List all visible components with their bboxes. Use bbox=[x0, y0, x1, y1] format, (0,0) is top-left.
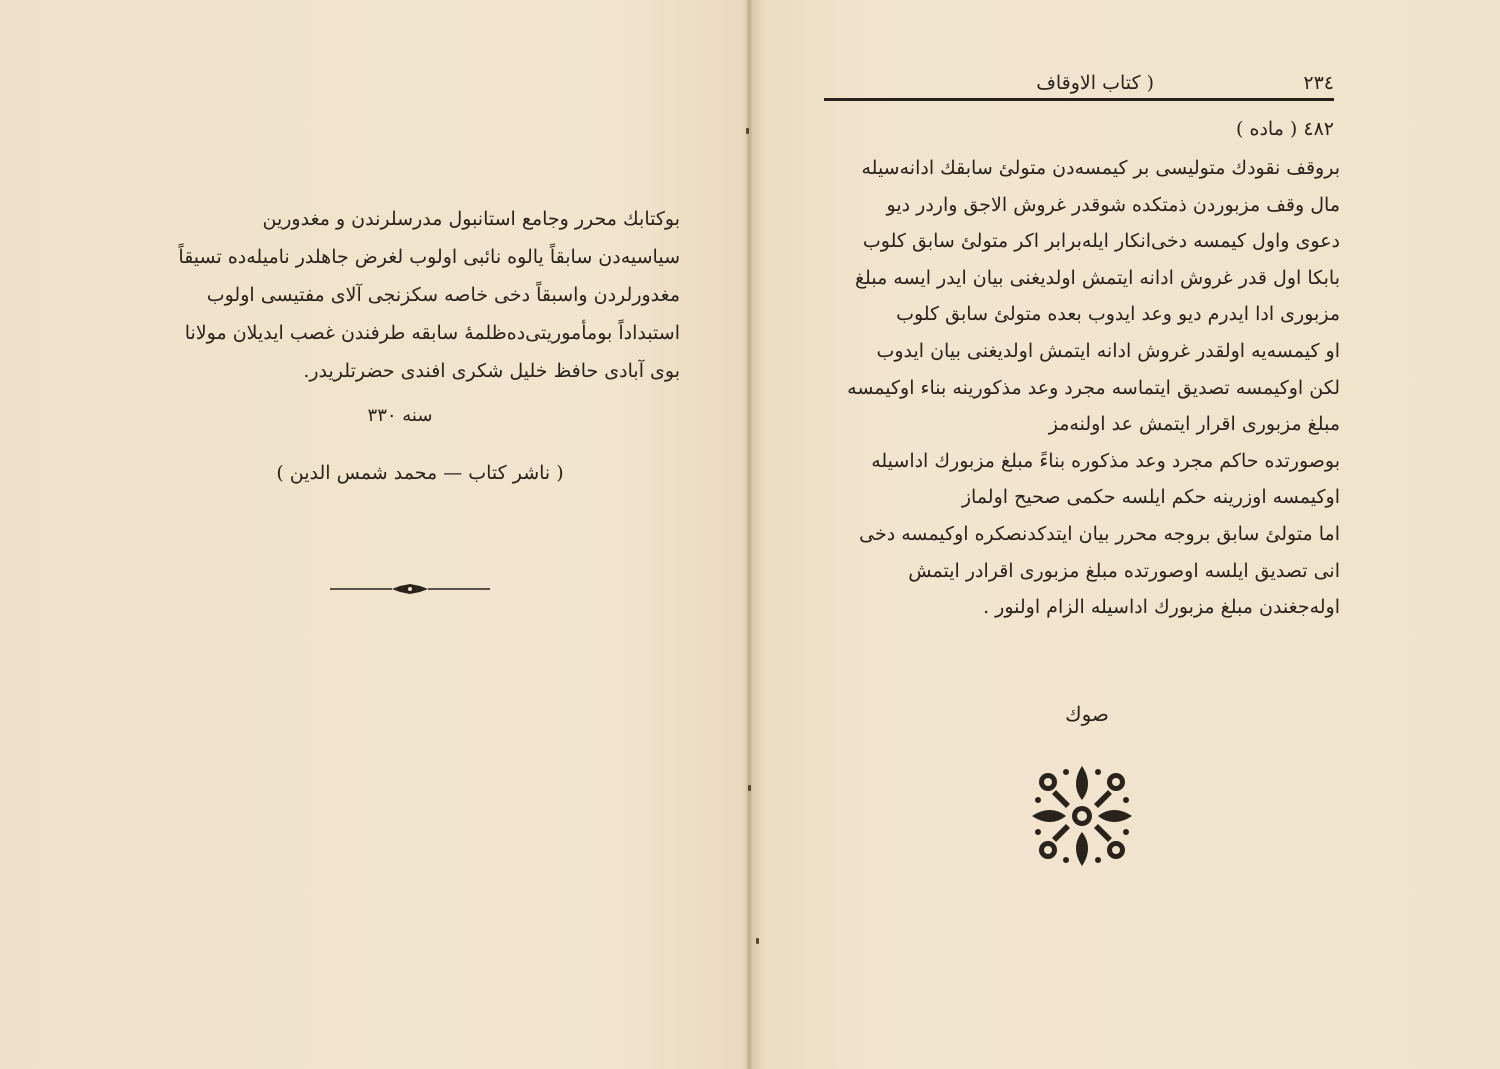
body-line: بوصورتده حاکم مجرد وعد مذکوره بناءً مبلغ مزبورك اداسیله bbox=[871, 449, 1340, 472]
end-word: صوك bbox=[1065, 702, 1109, 726]
header-rule bbox=[824, 98, 1334, 101]
article-heading: ٤٨۲ ( ماده ) bbox=[1236, 118, 1334, 140]
gutter-mark bbox=[748, 785, 751, 791]
page-number: ۲۳٤ bbox=[1303, 72, 1334, 94]
colophon-line: سیاسیه‌دن سابقاً یالوه نائبی اولوب لغرض جاهلدر نامیله‌ده تسیقاً bbox=[178, 246, 680, 268]
publication-year: سنه ۳۳۰ bbox=[367, 405, 433, 426]
body-line: بروقف نقودك متولیسی بر کیمسه‌دن متولئ سابقك ادانه‌سیله bbox=[861, 157, 1340, 179]
body-line: انی تصدیق ایلسه اوصورتده مبلغ مزبوری اقرادر ایتمش bbox=[908, 559, 1340, 582]
body-line: لکن اوکیمسه تصدیق ایتماسه مجرد وعد مذکورینه بناء اوکیمسه bbox=[847, 376, 1340, 399]
gutter-mark bbox=[756, 938, 759, 944]
body-line: اما متولئ سابق بروجه محرر بیان ایتدکدنصکره اوکیمسه دخی bbox=[859, 522, 1340, 545]
body-line: او کیمسه‌یه اولقدر غروش ادانه ایتمش اولدیغنی بیان ایدوب bbox=[876, 339, 1340, 362]
colophon-line: استبداداً بومأموریتی‌ده‌ظلمهٔ سابقه طرفندن غصب ایدیلان مولانا bbox=[184, 322, 680, 344]
body-line: مال وقف مزبوردن ذمتکده شوقدر غروش الاجق واردر دیو bbox=[886, 193, 1340, 216]
body-line: اوله‌جغندن مبلغ مزبورك اداسیله الزام اولنور . bbox=[983, 596, 1340, 619]
colophon-text bbox=[170, 200, 680, 390]
header-title: ( کتاب الاوقاف bbox=[1036, 72, 1154, 94]
ornamental-rule-icon bbox=[330, 583, 490, 595]
running-header bbox=[824, 72, 1334, 100]
body-line: مزبوری ادا ایدرم دیو وعد ایدوب بعده متولئ سابق کلوب bbox=[896, 303, 1340, 326]
colophon-line: بوی آبادی حافظ خلیل شکری افندی حضرتلریدر. bbox=[303, 360, 680, 382]
colophon-line: بوکتابك محرر وجامع استانبول مدرسلرندن و مغدورین bbox=[262, 208, 680, 230]
body-line: اوکیمسه اوزرینه حکم ایلسه حکمی صحیح اولماز bbox=[961, 486, 1340, 509]
article-body bbox=[818, 150, 1340, 626]
colophon-line: مغدورلردن واسبقاً دخی خاصه سکزنجی آلای مفتیسی اولوب bbox=[206, 284, 680, 306]
right-page bbox=[752, 0, 1500, 1069]
gutter-mark bbox=[746, 128, 749, 134]
publisher-line: ( ناشر کتاب — محمد شمس الدین ) bbox=[276, 462, 564, 484]
left-page bbox=[0, 0, 746, 1069]
fleuron-ornament-icon bbox=[1030, 764, 1134, 868]
body-line: دعوی واول کیمسه دخی‌انکار ایله‌برابر اکر متولئ سابق کلوب bbox=[862, 230, 1340, 253]
body-line: مبلغ مزبوری اقرار ایتمش عد اولنه‌مز bbox=[1048, 413, 1340, 436]
body-line: بابکا اول قدر غروش ادانه ایتمش اولدیغنی بیان ایدر ایسه مبلغ bbox=[854, 266, 1340, 289]
